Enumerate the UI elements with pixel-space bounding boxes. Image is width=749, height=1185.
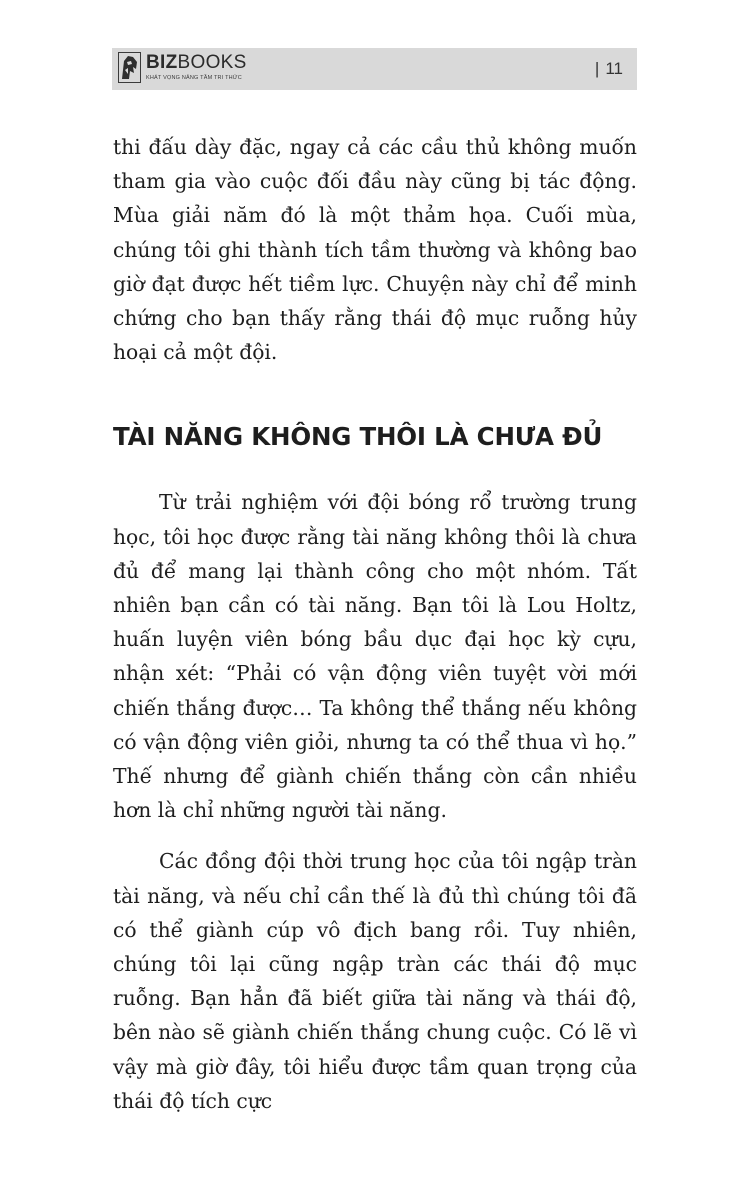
brand-tagline: KHÁT VỌNG NÂNG TẦM TRI THỨC [146, 75, 242, 81]
brand-light: BOOKS [177, 52, 247, 73]
paragraph-talent: Từ trải nghiệm với đội bóng rổ trường trung học, tôi học được rằng tài năng không thôi là chưa đủ để mang lại thành công cho một nhóm. Tất nhiên bạn cần có tài năng. Bạn tôi là Lou Holtz, huấn luyện viên bóng bầu dục đại học kỳ cựu, nhận xét: “Phải có vận động viên tuyệt vời mới chiến thắng được… Ta không thể thắng nếu không có vận động viên giỏi, nhưng ta có thể thua vì họ.” Thế nhưng để giành chiến thắng còn cần nhiều hơn là chỉ những người tài năng. [113, 490, 637, 823]
brand-bold: BIZ [146, 52, 178, 73]
brand-name [146, 53, 247, 73]
lion-head-icon [118, 52, 141, 83]
paragraph-teammates: Các đồng đội thời trung học của tôi ngập tràn tài năng, và nếu chỉ cần thế là đủ thì chúng tôi đã có thể giành cúp vô địch bang rồi. Tuy nhiên, chúng tôi lại cũng ngập tràn các thái độ mục ruỗng. Bạn hẳn đã biết giữa tài năng và thái độ, bên nào sẽ giành chiến thắng chung cuộc. Có lẽ vì vậy mà giờ đây, tôi hiểu được tầm quan trọng của thái độ tích cực [113, 849, 637, 1113]
paragraph-continuation: thi đấu dày đặc, ngay cả các cầu thủ không muốn tham gia vào cuộc đối đầu này cũng bị tác động. Mùa giải năm đó là một thảm họa. Cuối mùa, chúng tôi ghi thành tích tầm thường và không bao giờ đạt được hết tiềm lực. Chuyện này chỉ để minh chứng cho bạn thấy rằng thái độ mục ruỗng hủy hoại cả một đội. [113, 135, 637, 365]
separator: | [594, 59, 600, 78]
page-header [112, 48, 637, 90]
section-heading: TÀI NĂNG KHÔNG THÔI LÀ CHƯA ĐỦ [113, 422, 603, 452]
page-body [113, 130, 637, 1118]
page-number: 11 [605, 59, 623, 78]
page-number-block [595, 59, 623, 79]
